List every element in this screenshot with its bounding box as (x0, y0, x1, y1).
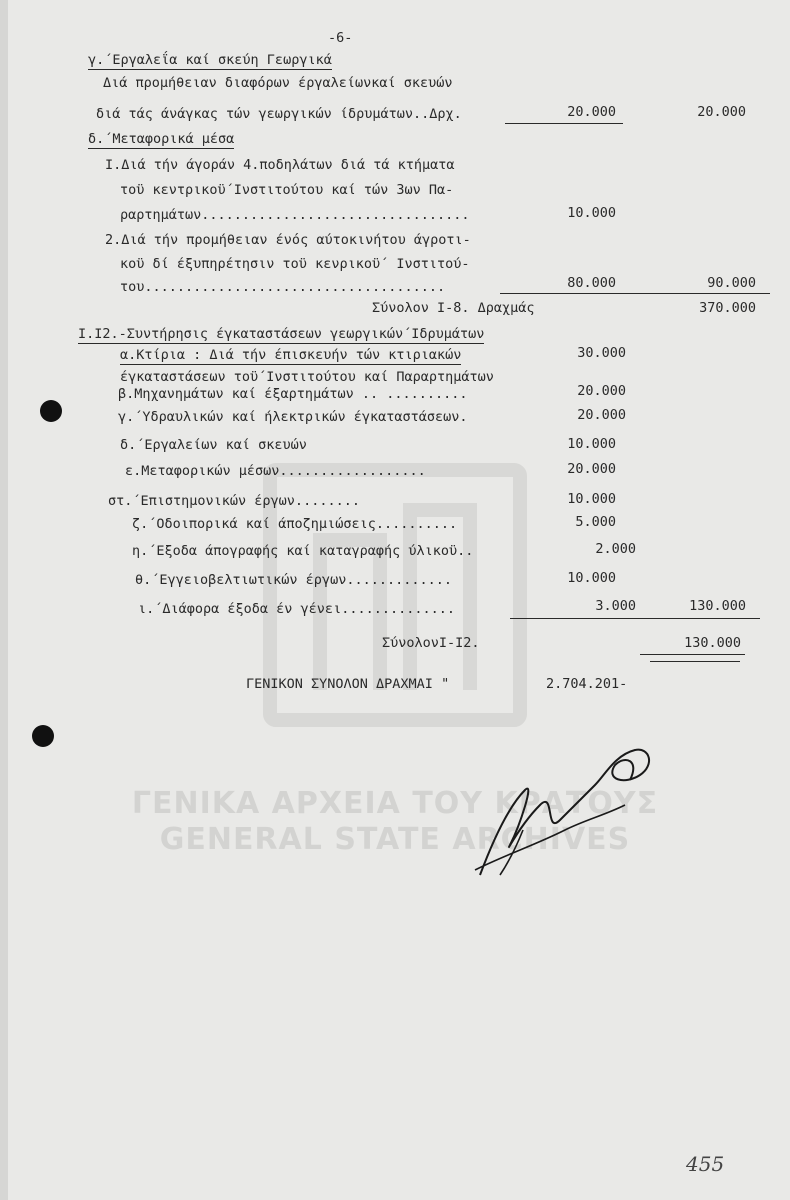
i12-item-st-label: στ.΄Επιστημονικών έργων........ (108, 493, 360, 509)
i12-item-a-label: α.Κτίρια : Διά τήν έπισκευήν τών κτιριακών (120, 347, 462, 363)
i12-item-st-amount: 10.000 (567, 491, 616, 507)
rule (510, 618, 760, 619)
i12-item-h-amount: 2.000 (595, 541, 636, 557)
section-d-item1-line3: ραρτημάτων................................. (120, 207, 470, 223)
archive-emblem-watermark (230, 430, 560, 760)
rule (650, 661, 740, 662)
section-d-item2-line3: του..................................... (120, 279, 446, 295)
section-i12-total: 130.000 (689, 598, 746, 614)
i12-item-c-label: γ.΄Υδραυλικών καί ήλεκτρικών έγκαταστάσεων. (118, 409, 468, 425)
i12-item-d-label: δ.΄Εργαλείων καί σκευών (120, 437, 307, 453)
subtotal-1-12-label: ΣύνολονΙ-Ι2. (382, 635, 480, 651)
section-d-item2-line1: 2.Διά τήν προμήθειαν ένός αύτοκινήτου άγροτι- (105, 232, 471, 248)
i12-item-b-label: β.Μηχανημάτων καί έξαρτημάτων .. .......... (118, 386, 468, 402)
subtotal-1-12-amount: 130.000 (684, 635, 741, 651)
i12-item-th-label: θ.΄Εγγειοβελτιωτικών έργων............. (135, 572, 452, 588)
section-d-total: 90.000 (707, 275, 756, 291)
section-d-item1-line1: Ι.Διά τήν άγοράν 4.ποδηλάτων διά τά κτήματα (105, 157, 455, 173)
grand-total-label: ΓΕΝΙΚΟΝ ΣΥΝΟΛΟΝ ΔΡΑΧΜΑΙ " (246, 676, 450, 692)
punch-hole-top (40, 400, 62, 422)
i12-item-i-amount: 3.000 (595, 598, 636, 614)
watermark-english: GENERAL STATE ARCHIVES (159, 822, 631, 857)
section-d-item1-amount: 10.000 (567, 205, 616, 221)
i12-item-e-label: ε.Μεταφορικών μέσων.................. (125, 463, 426, 479)
page-edge (0, 0, 8, 1200)
i12-item-th-amount: 10.000 (567, 570, 616, 586)
subtotal-1-8-amount: 370.000 (699, 300, 756, 316)
section-d-item2-amount: 80.000 (567, 275, 616, 291)
i12-item-b-amount: 20.000 (577, 383, 626, 399)
i12-item-h-label: η.΄Εξοδα άπογραφής καί καταγραφής ύλικοϋ.. (132, 543, 474, 559)
grand-total-amount: 2.704.201- (546, 676, 628, 692)
section-g-line2: διά τάς άνάγκας τών γεωργικών ίδρυμάτων..Δρχ. (96, 106, 462, 122)
punch-hole-bottom (32, 725, 54, 747)
section-g-total: 20.000 (697, 104, 746, 120)
i12-item-c-amount: 20.000 (577, 407, 626, 423)
signature (465, 735, 665, 885)
section-i12-heading: Ι.Ι2.-Συντήρησις έγκαταστάσεων γεωργικών΄Ιδρυμάτων (78, 326, 485, 342)
archive-page-note: 455 (686, 1152, 725, 1176)
i12-item-e-amount: 20.000 (567, 461, 616, 477)
i12-item-z-label: ζ.΄Οδοιπορικά καί άποζημιώσεις.......... (132, 516, 458, 532)
rule (640, 654, 745, 655)
section-d-item1-line2: τοϋ κεντρικοϋ΄Ινστιτούτου καί τών 3ων Πα- (120, 182, 454, 198)
rule (505, 123, 623, 124)
watermark-greek: ΓΕΝΙΚΑ ΑΡΧΕΙΑ ΤΟΥ ΚΡΑΤΟΥΣ (131, 786, 659, 821)
rule (500, 293, 770, 294)
i12-item-d-amount: 10.000 (567, 436, 616, 452)
i12-item-a-line2: έγκαταστάσεων τοϋ΄Ινστιτούτου καί Παραρτημάτων (120, 369, 494, 385)
section-d-item2-line2: κοϋ δί έξυπηρέτησιν τοϋ κενρικοϋ΄ Ινστιτού- (120, 256, 470, 272)
subtotal-1-8-label: Σύνολον Ι-8. Δραχμάς (372, 300, 535, 316)
i12-item-i-label: ι.΄Διάφορα έξοδα έν γένει.............. (138, 601, 455, 617)
section-g-amount: 20.000 (567, 104, 616, 120)
section-d-heading: δ.΄Μεταφορικά μέσα (88, 131, 235, 147)
i12-item-a-amount: 30.000 (577, 345, 626, 361)
page-number: -6- (328, 30, 353, 46)
i12-item-z-amount: 5.000 (575, 514, 616, 530)
section-g-line1: Διά προμήθειαν διαφόρων έργαλείωνκαί σκευών (103, 75, 453, 91)
section-g-heading: γ.΄Εργαλεΐα καί σκεύη Γεωργικά (88, 52, 332, 68)
